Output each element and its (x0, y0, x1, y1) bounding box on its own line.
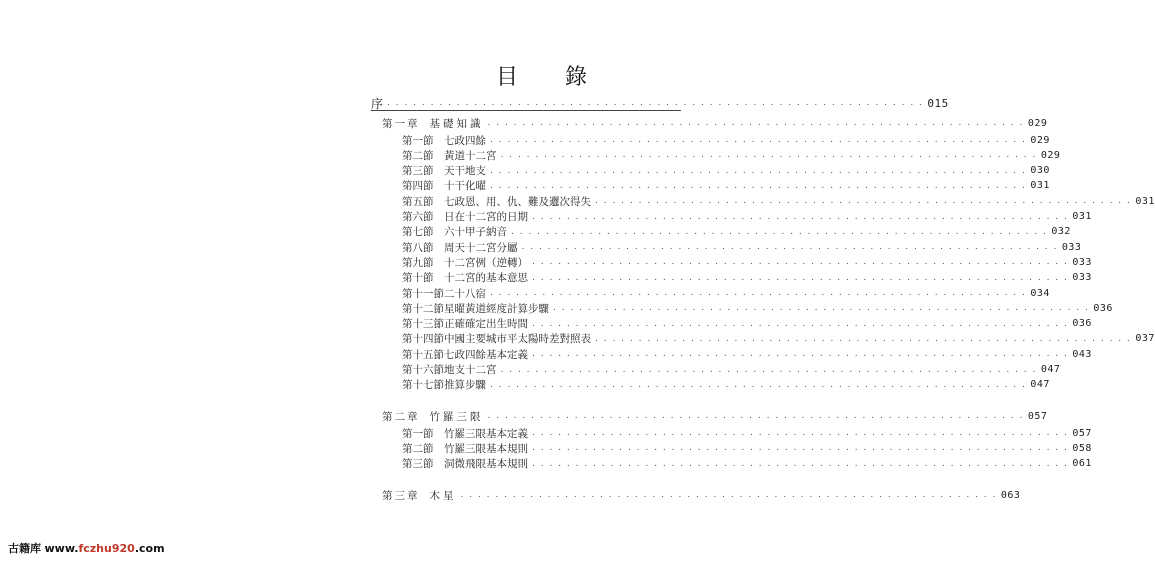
leader-dots: . . . . . . . . . . . . . . . . . . . . . . . . . . . . . . . . . . . . . . . . . . . . . . . . . . . . . . . . . . . . . . (532, 318, 1069, 329)
toc-entry-section-page-number: 036 (1072, 318, 1092, 330)
toc-entry-section[interactable] (402, 286, 1050, 300)
toc-entry-chapter[interactable] (382, 116, 1048, 130)
toc-entry-section-page-number: 029 (1040, 149, 1061, 161)
toc-entry-section-title: 地支十二宮 (444, 364, 497, 376)
toc-entry-section[interactable] (402, 426, 1092, 440)
toc-entry-section-title: 十二宮例（逆轉） (444, 256, 528, 269)
toc-entry-section-label: 第五節 (402, 195, 434, 208)
toc-entry-section[interactable] (402, 194, 1155, 208)
toc-entry-section-label: 第十四節 (402, 333, 444, 346)
toc-entry-section-title: 黃道十二宮 (444, 149, 497, 162)
leader-dots: . . . . . . . . . . . . . . . . . . . . . . . . . . . . . . . . . . . . . . . . . . . . . . . . . . . . . . . . . . . . . . (490, 180, 1027, 191)
toc-entry-section-label: 第九節 (402, 256, 434, 269)
leader-dots: . . . . . . . . . . . . . . . . . . . . . . . . . . . . . . . . . . . . . . . . . . . . . . . . . . . . . . . . . . . . . . (521, 242, 1058, 253)
toc-entry-chapter-label: 第三章 (382, 489, 420, 502)
toc-entry-section[interactable] (402, 164, 1050, 178)
leader-dots: . . . . . . . . . . . . . . . . . . . . . . . . . . . . . . . . . . . . . . . . . . . . . . . . . . . . . . . . . . . . . . (595, 196, 1132, 207)
toc-entry-section-label: 第六節 (402, 211, 434, 223)
leader-dots: . . . . . . . . . . . . . . . . . . . . . . . . . . . . . . . . . . . . . . . . . . . . . . . . . . . . . . . . . . . . . . (532, 428, 1069, 439)
toc-entry-section-title: 竹羅三限基本規則 (444, 442, 528, 455)
toc-entry-chapter[interactable] (382, 409, 1048, 423)
leader-dots: . . . . . . . . . . . . . . . . . . . . . . . . . . . . . . . . . . . . . . . . . . . . . . . . . . . . . . . . . . . . . . (490, 379, 1027, 390)
toc-entry-section-label: 第一節 (402, 134, 434, 147)
toc-entry-chapter-title: 木星 (429, 489, 457, 502)
toc-entry-section-title: 推算步驟 (444, 379, 486, 392)
toc-entry-section-page-number: 034 (1030, 287, 1050, 299)
toc-entry-section[interactable] (402, 255, 1092, 269)
toc-entry-section-title: 日在十二宮的日期 (444, 211, 528, 223)
leader-dots: . . . . . . . . . . . . . . . . . . . . . . . . . . . . . . . . . . . . . . . . . . . . . . . . . . . . . . . . . . . . . . (532, 211, 1069, 222)
leader-dots: . . . . . . . . . . . . . . . . . . . . . . . . . . . . . . . . . . . . . . . . . . . . . . . . . . . . . . . . . . . . . . (532, 458, 1069, 469)
leader-dots: . . . . . . . . . . . . . . . . . . . . . . . . . . . . . . . . . . . . . . . . . . . . . . . . . . . . . . . . . . . . . . (500, 150, 1037, 161)
toc-entry-section-page-number: 061 (1072, 458, 1092, 470)
footer-brand: 古籍库 (8, 542, 41, 555)
toc-entry-section-page-number: 031 (1030, 180, 1050, 192)
toc-entry-section-label: 第二節 (402, 442, 434, 455)
toc-entry-section-page-number: 043 (1072, 348, 1092, 360)
toc-entry-section-label: 第十一節 (402, 287, 444, 300)
toc-entry-section[interactable] (402, 378, 1050, 392)
toc-entry-section[interactable] (402, 148, 1061, 162)
leader-dots: . . . . . . . . . . . . . . . . . . . . . . . . . . . . . . . . . . . . . . . . . . . . . . . . . . . . . . . . . . . . . . (511, 226, 1048, 237)
leader-dots: . . . . . . . . . . . . . . . . . . . . . . . . . . . . . . . . . . . . . . . . . . . . . . . . . . . . . . . . . . . . . . (532, 349, 1069, 360)
toc-entry-section[interactable] (402, 317, 1092, 331)
toc-entry-section[interactable] (402, 271, 1092, 285)
leader-dots: . . . . . . . . . . . . . . . . . . . . . . . . . . . . . . . . . . . . . . . . . . . . . . . . . . . . . . . . . . . . . . (387, 98, 924, 108)
toc-entry-section-page-number: 029 (1030, 134, 1050, 146)
toc-entry-section-page-number: 037 (1135, 333, 1155, 345)
leader-dots: . . . . . . . . . . . . . . . . . . . . . . . . . . . . . . . . . . . . . . . . . . . . . . . . . . . . . . . . . . . . . . (532, 257, 1069, 268)
toc-entry-section[interactable] (402, 133, 1050, 147)
toc-entry-section[interactable] (402, 210, 1092, 224)
toc-entry-chapter[interactable] (382, 488, 1021, 502)
toc-entry-section[interactable] (402, 332, 1155, 346)
toc-entry-section-page-number: 032 (1051, 226, 1071, 238)
toc-entry-section[interactable] (402, 457, 1092, 471)
toc-entry-section-label: 第十五節 (402, 348, 444, 361)
toc-entry-section-title: 七政四餘基本定義 (444, 348, 528, 361)
toc-entry-section-page-number: 031 (1072, 211, 1092, 222)
toc-entry-section[interactable] (402, 301, 1113, 315)
leader-dots: . . . . . . . . . . . . . . . . . . . . . . . . . . . . . . . . . . . . . . . . . . . . . . . . . . . . . . . . . . . . . . (490, 288, 1027, 298)
leader-dots: . . . . . . . . . . . . . . . . . . . . . . . . . . . . . . . . . . . . . . . . . . . . . . . . . . . . . . . . . . . . . . (460, 490, 997, 500)
toc-entry-section[interactable] (402, 225, 1071, 239)
toc-entry-section-title: 天干地支 (444, 165, 486, 178)
toc-entry-chapter-page-number: 057 (1027, 410, 1048, 422)
toc-entry-section-page-number: 036 (1093, 302, 1113, 314)
toc-entry-section[interactable] (402, 179, 1050, 193)
toc-entry-preface[interactable] (371, 96, 949, 111)
leader-dots: . . . . . . . . . . . . . . . . . . . . . . . . . . . . . . . . . . . . . . . . . . . . . . . . . . . . . . . . . . . . . . (487, 118, 1024, 128)
toc-entry-chapter-label: 第一章 (382, 117, 420, 130)
toc-entry-section-title: 正確確定出生時間 (444, 318, 528, 331)
toc-entry-section-label: 第三節 (402, 458, 434, 471)
toc-entry-section-page-number: 047 (1030, 379, 1050, 391)
toc-entry-chapter-page-number: 063 (1000, 489, 1021, 501)
toc-entry-section-page-number: 033 (1061, 241, 1082, 253)
toc-entry-section[interactable] (402, 240, 1082, 254)
toc-entry-section-page-number: 058 (1072, 442, 1092, 454)
toc-entry-section[interactable] (402, 347, 1092, 361)
footer-url[interactable]: www.fczhu920.com (44, 542, 165, 555)
toc-entry-section-title: 十二宮的基本意思 (444, 272, 528, 285)
toc-entry-chapter-label: 第二章 (382, 410, 420, 423)
toc-entry-section-label: 第十節 (402, 272, 434, 285)
toc-entry-section-label: 第十三節 (402, 318, 444, 331)
toc-entry-preface-page-number: 015 (927, 96, 949, 110)
toc-entry-section-title: 周天十二宮分屬 (444, 241, 518, 254)
toc-entry-section-title: 七政恩、用、仇、難及邐次得失 (444, 195, 591, 208)
toc-entry-section-page-number: 033 (1072, 272, 1092, 284)
leader-dots: . . . . . . . . . . . . . . . . . . . . . . . . . . . . . . . . . . . . . . . . . . . . . . . . . . . . . . . . . . . . . . (487, 411, 1024, 422)
leader-dots: . . . . . . . . . . . . . . . . . . . . . . . . . . . . . . . . . . . . . . . . . . . . . . . . . . . . . . . . . . . . . . (532, 443, 1069, 454)
toc-entry-section[interactable] (402, 441, 1092, 455)
toc-entry-section-label: 第一節 (402, 427, 434, 440)
toc-entry-section-label: 第十二節 (402, 302, 444, 315)
toc-entry-section-page-number: 031 (1135, 195, 1155, 207)
toc-entry-chapter-title: 竹羅三限 (429, 410, 484, 423)
leader-dots: . . . . . . . . . . . . . . . . . . . . . . . . . . . . . . . . . . . . . . . . . . . . . . . . . . . . . . . . . . . . . . (500, 364, 1037, 375)
toc-entry-section[interactable] (402, 363, 1061, 377)
toc-entry-section-title: 七政四餘 (444, 134, 486, 147)
toc-entry-section-page-number: 047 (1040, 364, 1061, 375)
toc-entry-preface-label: 序 (371, 96, 384, 111)
toc-entry-section-page-number: 033 (1072, 256, 1092, 268)
toc-entry-section-label: 第三節 (402, 165, 434, 178)
leader-dots: . . . . . . . . . . . . . . . . . . . . . . . . . . . . . . . . . . . . . . . . . . . . . . . . . . . . . . . . . . . . . . (490, 135, 1027, 145)
toc-entry-section-label: 第七節 (402, 226, 434, 239)
toc-entry-chapter-page-number: 029 (1027, 117, 1048, 129)
toc-entry-section-label: 第二節 (402, 149, 434, 162)
toc-entry-section-title: 洞微飛限基本規則 (444, 458, 528, 471)
toc-entry-section-label: 第十六節 (402, 364, 444, 376)
toc-entry-section-page-number: 057 (1072, 427, 1092, 439)
toc-entry-chapter-title: 基礎知識 (429, 117, 484, 130)
toc-entry-section-label: 第八節 (402, 241, 434, 254)
toc-entry-section-label: 第四節 (402, 180, 434, 193)
toc-entry-section-title: 中國主要城市平太陽時差對照表 (444, 333, 591, 346)
toc-entry-section-title: 十干化曜 (444, 180, 486, 193)
leader-dots: . . . . . . . . . . . . . . . . . . . . . . . . . . . . . . . . . . . . . . . . . . . . . . . . . . . . . . . . . . . . . . (532, 272, 1069, 283)
toc-entry-section-page-number: 030 (1030, 165, 1050, 177)
toc-entry-section-title: 星曜黃道經度計算步驟 (444, 302, 549, 315)
leader-dots: . . . . . . . . . . . . . . . . . . . . . . . . . . . . . . . . . . . . . . . . . . . . . . . . . . . . . . . . . . . . . . (490, 165, 1027, 176)
toc-entry-section-label: 第十七節 (402, 379, 444, 392)
page-title: 目 錄 (496, 65, 607, 90)
leader-dots: . . . . . . . . . . . . . . . . . . . . . . . . . . . . . . . . . . . . . . . . . . . . . . . . . . . . . . . . . . . . . . (553, 303, 1090, 314)
toc-entry-section-title: 六十甲子納音 (444, 226, 507, 239)
watermark-footer (8, 540, 165, 556)
toc-entry-section-title: 竹羅三限基本定義 (444, 427, 528, 440)
toc-entry-section-title: 二十八宿 (444, 287, 486, 300)
leader-dots: . . . . . . . . . . . . . . . . . . . . . . . . . . . . . . . . . . . . . . . . . . . . . . . . . . . . . . . . . . . . . . (595, 333, 1132, 344)
